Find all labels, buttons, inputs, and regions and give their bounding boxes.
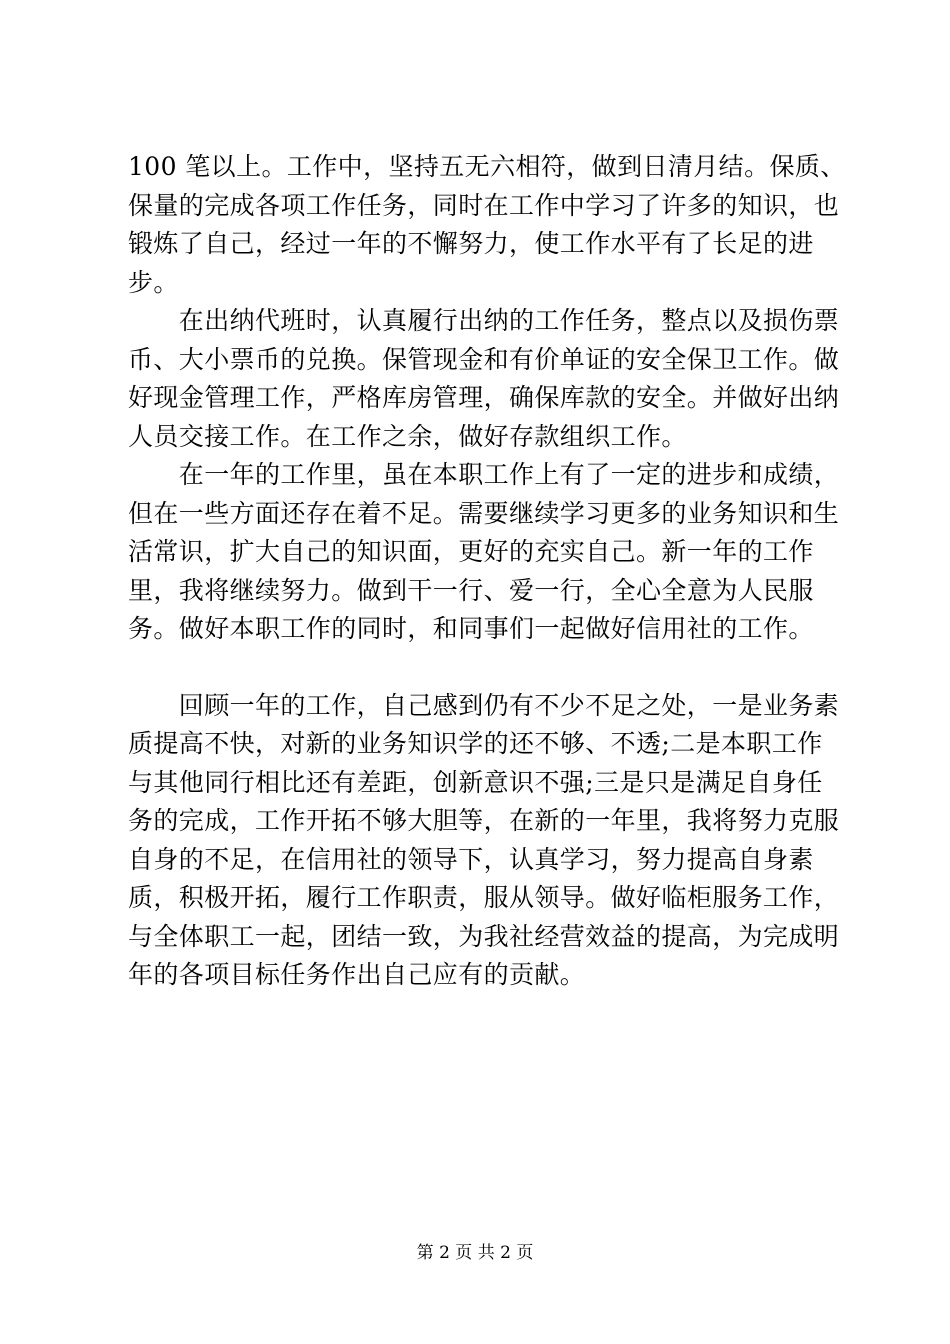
paragraph-4: 回顾一年的工作，自己感到仍有不少不足之处，一是业务素质提高不快，对新的业务知识学的还不够、不透;二是本职工作与其他同行相比还有差距，创新意识不强;三是只是满足自身任务的完成，工作开拓不够大胆等，在新的一年里，我将努力克服自身的不足，在信用社的领导下，认真学习，努力提高自身素质，积极开拓，履行工作职责，服从领导。做好临柜服务工作，与全体职工一起，团结一致，为我社经营效益的提高，为完成明年的各项目标任务作出自己应有的贡献。: [128, 690, 840, 989]
document-body: [128, 148, 848, 995]
page-footer: 第 2 页 共 2 页: [416, 1243, 534, 1263]
paragraph-2: 在出纳代班时，认真履行出纳的工作任务，整点以及损伤票币、大小票币的兑换。保管现金和有价单证的安全保卫工作。做好现金管理工作，严格库房管理，确保库款的安全。并做好出纳人员交接工作。在工作之余，做好存款组织工作。: [128, 306, 840, 451]
paragraph-spacer: [128, 649, 848, 687]
paragraph-1: 100 笔以上。工作中，坚持五无六相符，做到日清月结。保质、保量的完成各项工作任务，同时在工作中学习了许多的知识，也锻炼了自己，经过一年的不懈努力，使工作水平有了长足的进步。: [128, 152, 846, 297]
paragraph-3: 在一年的工作里，虽在本职工作上有了一定的进步和成绩，但在一些方面还存在着不足。需要继续学习更多的业务知识和生活常识，扩大自己的知识面，更好的充实自己。新一年的工作里，我将继续努力。做到干一行、爱一行，全心全意为人民服务。做好本职工作的同时，和同事们一起做好信用社的工作。: [128, 460, 840, 643]
